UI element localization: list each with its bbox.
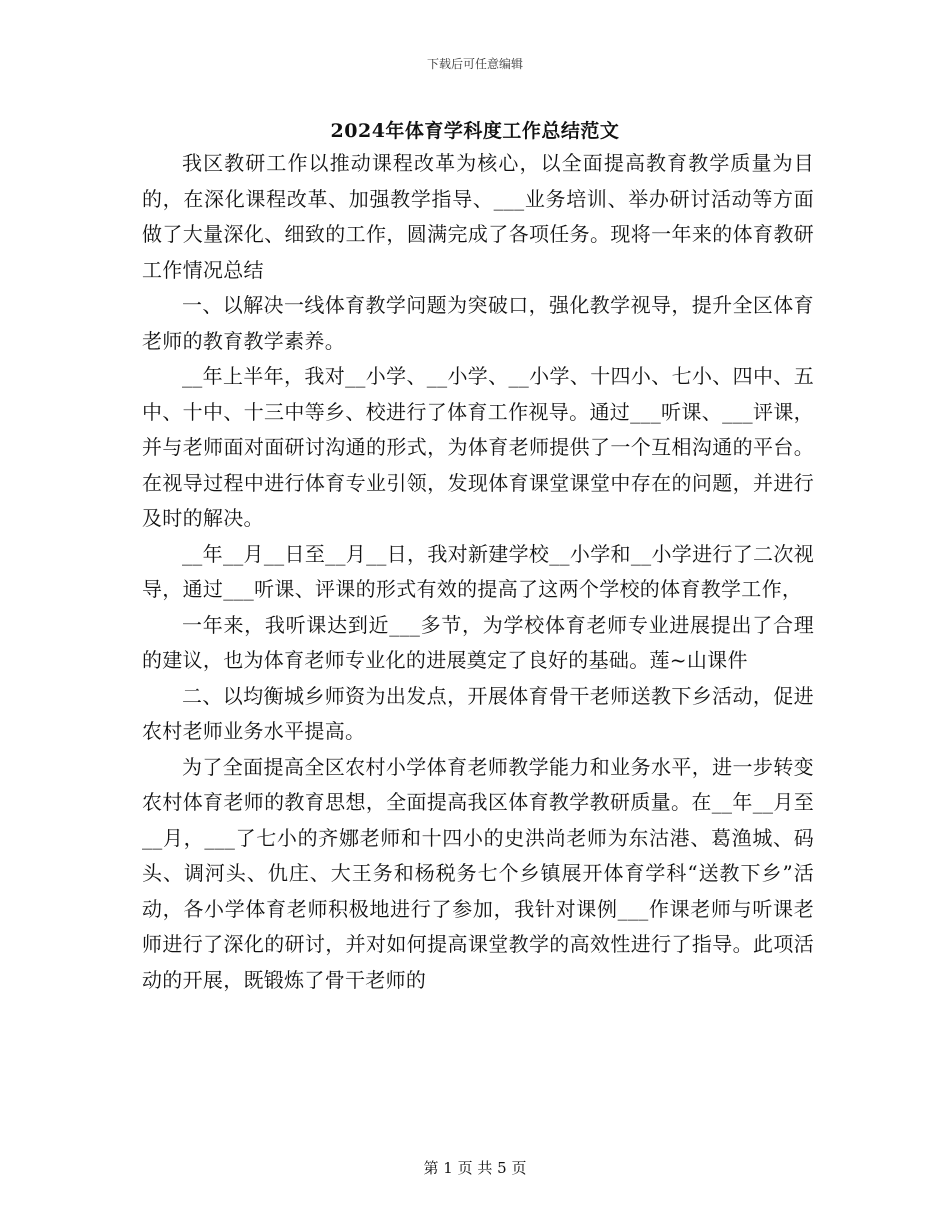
header-note: 下载后可任意编辑 <box>426 57 523 71</box>
paragraph: __年__月__日至__月__日，我对新建学校__小学和__小学进行了二次视导，通过___听课、评课的形式有效的提高了这两个学校的体育教学工作， <box>142 541 814 601</box>
paragraph: 我区教研工作以推动课程改革为核心，以全面提高教育教学质量为目的，在深化课程改革、加强教学指导、___业务培训、举办研讨活动等方面做了大量深化、细致的工作，圆满完成了各项任务。现将一年来的体育教研工作情况总结 <box>142 151 814 282</box>
page-number: 第 1 页 共 5 页 <box>423 1159 527 1177</box>
paragraph: __年上半年，我对__小学、__小学、__小学、十四小、七小、四中、五中、十中、十三中等乡、校进行了体育工作视导。通过___听课、___评课，并与老师面对面研讨沟通的形式，为体育老师提供了一个互相沟通的平台。在视导过程中进行体育专业引领，发现体育课堂课堂中存在的问题，并进行及时的解决。 <box>142 364 814 530</box>
paragraph: 为了全面提高全区农村小学体育老师教学能力和业务水平，进一步转变农村体育老师的教育思想，全面提高我区体育教学教研质量。在__年__月至__月，___了七小的齐娜老师和十四小的史洪尚老师为东沽港、葛渔城、码头、调河头、仇庄、大王务和杨税务七个乡镇展开体育学科“送教下乡”活动，各小学体育老师积极地进行了参加，我针对课例___作课老师与听课老师进行了深化的研讨，并对如何提高课堂教学的高效性进行了指导。此项活动的开展，既锻炼了骨干老师的 <box>142 754 814 992</box>
paragraph: 一年来，我听课达到近___多节，为学校体育老师专业进展提出了合理的建议，也为体育老师专业化的进展奠定了良好的基础。莲~山课件 <box>142 612 814 672</box>
paragraph: 一、以解决一线体育教学问题为突破口，强化教学视导，提升全区体育老师的教育教学素养。 <box>142 293 814 353</box>
document-body <box>142 146 814 998</box>
document-title: 2024年体育学科度工作总结范文 <box>330 120 620 142</box>
paragraph: 二、以均衡城乡师资为出发点，开展体育骨干老师送教下乡活动，促进农村老师业务水平提高。 <box>142 683 814 743</box>
